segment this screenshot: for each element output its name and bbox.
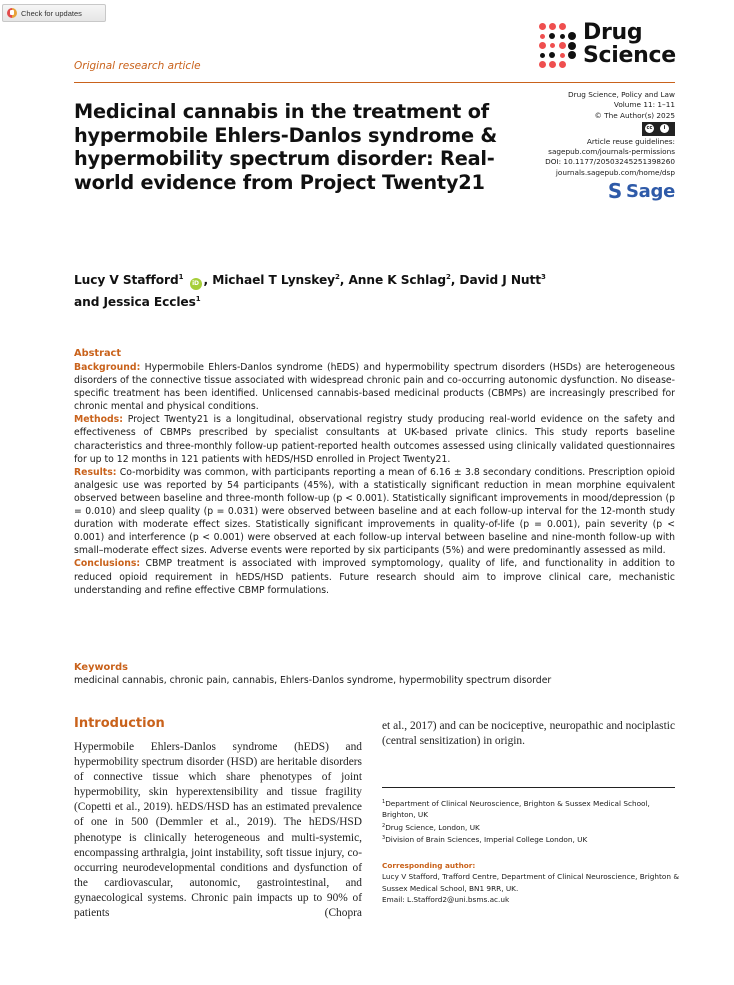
logo-line2: Science [583, 43, 676, 68]
reuse-label: Article reuse guidelines: [586, 136, 675, 146]
abstract [74, 347, 675, 597]
crossmark-icon [7, 8, 17, 18]
introduction-heading: Introduction [74, 716, 165, 731]
header-divider [74, 82, 533, 83]
article-title: Medicinal cannabis in the treatment of hypermobile Ehlers-Danlos syndrome & hypermobility spectrum disorder: Real-world evidence from Project Twenty21 [74, 100, 498, 194]
author-list: Lucy V Stafford$^1$ iD , Michael T Lynskey$^2$, Anne K Schlag$^2$, David J Nutt$^3$ and Jessica Eccles$^1$ [74, 273, 546, 309]
check-for-updates-label: Check for updates [21, 8, 82, 18]
abstract-heading: Abstract [74, 348, 122, 359]
abstract-results: Results: Co-morbidity was common, with participants reporting a mean of 6.16 ± 3.8 secondary conditions. Prescription opioid analgesic use was reported by 54 participants (45%), with a statistically significant reduction in mean morphine equivalent observed between baseline and three-month follow-up (p < 0.001). Statistically significant improvements in mood/depression (p = 0.010) and sleep quality (p = 0.031) were observed between baseline and at each follow-up interval for the 12-month study duration with moderate effect sizes. Statistically significant improvements in quality-of-life (p = 0.001), pain severity (p < 0.001) and interference (p < 0.001) were observed at each follow-up interval between baseline and nine-month follow-up with small–moderate effect sizes. Adverse events were reported by six participants (5%) and were predominantly assessed as mild. [74, 466, 675, 557]
affiliation-marker: 1 [178, 273, 184, 281]
journal-link[interactable]: journals.sagepub.com/home/dsp [555, 167, 675, 177]
corresponding-label: Corresponding author: [382, 861, 476, 870]
abstract-background: Background: Hypermobile Ehlers-Danlos syndrome (hEDS) and hypermobility spectrum disorders (HSDs) are heterogeneous disorders of the connective tissue associated with widespread chronic pain and co-occurring autonomic dysfunction. No disease-specific treatment has been identified. Unlicensed cannabis-based medicinal products (CBMPs) are increasingly prescribed for chronic mental and physical conditions. [74, 362, 675, 413]
author-name[interactable]: Michael T Lynskey [212, 273, 335, 287]
sage-s-icon: S [607, 179, 622, 203]
keywords [74, 661, 675, 687]
author-name[interactable]: Anne K Schlag [348, 273, 446, 287]
cc-by-license-badge[interactable] [642, 122, 675, 136]
journal-volume: Volume 11: 1–11 [613, 100, 675, 110]
doi[interactable]: DOI: 10.1177/20503245251398260 [545, 157, 675, 167]
cc-icon: cc [646, 124, 653, 131]
introduction-left-column: Hypermobile Ehlers-Danlos syndrome (hEDS) and hypermobility spectrum disorder (HSD) are heritable disorders of connective tissue which share phenotypes of joint hypermobility, skin hyperextensibility and tissue fragility (Copetti et al., 2019). hEDS/HSD has an estimated prevalence of one in 500 (Demmler et al., 2019). The hEDS/HSD phenotype is clinically heterogeneous and multi-systemic, encompassing arthralgia, joint instability, soft tissue injury, co-occurring neurodevelopmental conditions and dysfunction of the cardiovascular, autonomic, gastrointestinal, and gynaecological systems. Chronic pain impacts up to 90% of patients (Chopra [74, 741, 362, 920]
keywords-list: medicinal cannabis, chronic pain, cannabis, Ehlers-Danlos syndrome, hypermobility spectrum disorder [74, 675, 552, 686]
affiliation-marker: 2 [334, 273, 340, 281]
logo-line1: Drug [583, 20, 643, 45]
author-name[interactable]: David J Nutt [459, 273, 541, 287]
author-name[interactable]: Lucy V Stafford [74, 273, 179, 287]
drug-science-logo[interactable] [537, 22, 677, 74]
keywords-heading: Keywords [74, 662, 128, 673]
footnote-divider [382, 787, 675, 788]
header-divider-right [533, 82, 675, 83]
journal-name: Drug Science, Policy and Law [568, 90, 675, 99]
affiliations [382, 797, 682, 846]
email-label: Email: [382, 895, 405, 905]
dot-grid-icon [537, 22, 577, 70]
abstract-conclusions: Conclusions: CBMP treatment is associated with improved symptomology, quality of life, and functionality in addition to reduced opioid requirement in hEDS/HSD patients. Future research should aim to improve clinical care, mechanistic understanding and refine effective CBMP formulations. [74, 558, 675, 596]
check-for-updates-button[interactable] [2, 4, 106, 22]
affiliation-marker: 2 [445, 273, 451, 281]
orcid-icon[interactable]: iD [190, 278, 202, 290]
by-icon: i [660, 124, 669, 133]
sage-logo[interactable] [608, 179, 675, 203]
email-link[interactable]: L.Stafford2@uni.bsms.ac.uk [407, 895, 510, 905]
affiliation-item: $^2$Drug Science, London, UK [382, 822, 480, 832]
affiliation-item: $^1$Department of Clinical Neuroscience, Brighton & Sussex Medical School, Brighton, UK [382, 799, 650, 820]
affiliation-marker: 1 [195, 295, 201, 303]
corresponding-address: Lucy V Stafford, Trafford Centre, Department of Clinical Neuroscience, Brighton & Sussex Medical School, BN1 9RR, UK. [382, 872, 680, 893]
author-name[interactable]: Jessica Eccles [103, 295, 196, 309]
corresponding-author [382, 860, 682, 906]
affiliation-marker: 3 [540, 273, 546, 281]
logo-wordmark [583, 21, 676, 67]
article-type: Original research article [74, 60, 201, 72]
journal-meta [545, 90, 675, 178]
abstract-methods: Methods: Project Twenty21 is a longitudinal, observational registry study producing real-world evidence on the safety and effectiveness of CBMPs prescribed by specialist consultants at UK-based private clinics. This study reports baseline characteristics and three-monthly follow-up patient-reported health outcomes assessed using clinically validated questionnaires for up to 12 months in 121 patients with hEDS/HSD enrolled in Project Twenty21. [74, 414, 675, 465]
reuse-link[interactable]: sagepub.com/journals-permissions [548, 147, 675, 157]
introduction-right-column: et al., 2017) and can be nociceptive, neuropathic and nociplastic (central sensitization) in origin. [382, 720, 675, 748]
affiliation-item: $^3$Division of Brain Sciences, Imperial College London, UK [382, 835, 588, 845]
copyright: © The Author(s) 2025 [594, 110, 675, 120]
sage-wordmark: Sage [625, 180, 675, 202]
